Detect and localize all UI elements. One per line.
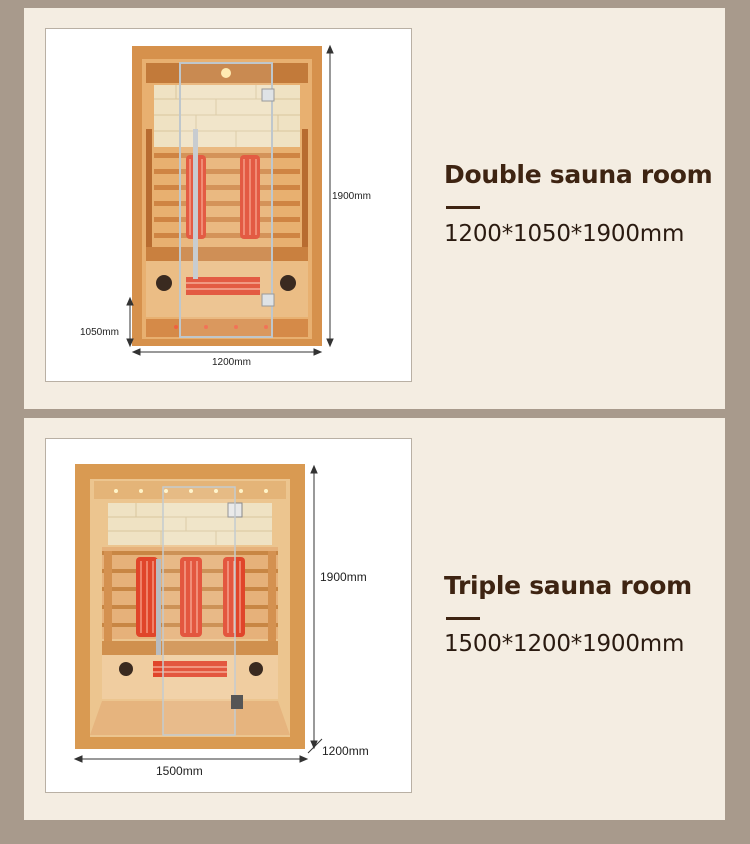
width-dimension-label: 1200mm [212, 357, 251, 368]
door-hinge-top [262, 89, 274, 101]
product-title: Triple sauna room [444, 571, 692, 600]
product-title: Double sauna room [444, 160, 713, 189]
triple-sauna-illustration [46, 439, 411, 792]
speaker-left-icon [156, 275, 172, 291]
product-dimensions: 1200*1050*1900mm [444, 221, 685, 247]
height-dimension-label: 1900mm [320, 570, 367, 584]
title-divider [446, 206, 480, 209]
double-sauna-illustration [46, 29, 411, 381]
height-dimension-label: 1900mm [332, 191, 371, 202]
product-card-triple [24, 418, 725, 820]
speaker-right-icon [280, 275, 296, 291]
speaker-right-icon [249, 662, 263, 676]
door-hinge-bottom [262, 294, 274, 306]
speaker-left-icon [119, 662, 133, 676]
title-divider [446, 617, 480, 620]
door-hinge [231, 695, 243, 709]
width-dimension-label: 1500mm [156, 764, 203, 778]
glass-door [163, 487, 235, 735]
door-handle [156, 559, 161, 655]
depth-dimension-label: 1200mm [322, 744, 369, 758]
door-handle [193, 129, 198, 279]
depth-dimension-label: 1050mm [80, 327, 119, 338]
product-image-frame [45, 438, 412, 793]
product-image-frame [45, 28, 412, 382]
product-dimensions: 1500*1200*1900mm [444, 631, 685, 657]
product-card-double [24, 8, 725, 409]
